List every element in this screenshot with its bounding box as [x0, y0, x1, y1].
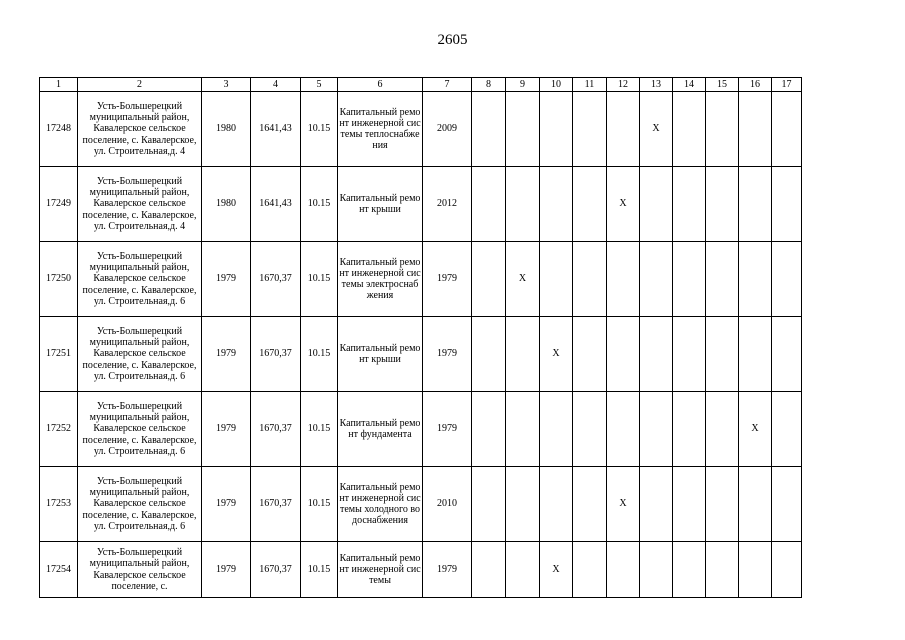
mark-cell	[706, 392, 739, 467]
mark-cell	[573, 242, 607, 317]
repair-year-cell: 1979	[423, 242, 472, 317]
mark-cell	[573, 467, 607, 542]
mark-cell	[706, 542, 739, 598]
code-cell: 10.15	[301, 92, 338, 167]
mark-cell	[640, 542, 673, 598]
mark-cell	[673, 317, 706, 392]
mark-cell	[640, 317, 673, 392]
table-row	[40, 317, 802, 392]
mark-cell	[472, 242, 506, 317]
code-cell: 10.15	[301, 317, 338, 392]
table-row	[40, 167, 802, 242]
mark-cell	[573, 392, 607, 467]
mark-cell: Х	[540, 317, 573, 392]
mark-cell	[673, 167, 706, 242]
header-row	[40, 78, 802, 92]
header-cell: 10	[540, 78, 573, 92]
mark-cell	[506, 467, 540, 542]
mark-cell	[772, 242, 802, 317]
header-cell: 3	[202, 78, 251, 92]
table-row	[40, 92, 802, 167]
mark-cell	[506, 542, 540, 598]
address-cell: Усть-Большерецкий муниципальный район, Кавалерское сельское поселение, с. Кавалерское, ул. Строительная,д. 4	[78, 167, 202, 242]
header-cell: 5	[301, 78, 338, 92]
header-cell: 9	[506, 78, 540, 92]
work-type-cell: Капитальный ремонт инженерной системы	[338, 542, 423, 598]
area-cell: 1670,37	[251, 467, 301, 542]
mark-cell	[673, 242, 706, 317]
work-type-cell: Капитальный ремонт фундамента	[338, 392, 423, 467]
work-type-cell: Капитальный ремонт инженерной системы холодного водоснабжения	[338, 467, 423, 542]
mark-cell	[472, 167, 506, 242]
mark-cell	[573, 167, 607, 242]
object-id: 17253	[40, 467, 78, 542]
mark-cell: Х	[739, 392, 772, 467]
mark-cell	[673, 392, 706, 467]
object-id: 17249	[40, 167, 78, 242]
header-cell: 7	[423, 78, 472, 92]
register-table	[39, 77, 802, 598]
code-cell: 10.15	[301, 242, 338, 317]
repair-year-cell: 1979	[423, 317, 472, 392]
address-cell: Усть-Большерецкий муниципальный район, Кавалерское сельское поселение, с. Кавалерское, ул. Строительная,д. 6	[78, 242, 202, 317]
repair-year-cell: 2009	[423, 92, 472, 167]
header-cell: 12	[607, 78, 640, 92]
mark-cell	[739, 167, 772, 242]
mark-cell: Х	[506, 242, 540, 317]
mark-cell	[772, 167, 802, 242]
mark-cell	[573, 92, 607, 167]
mark-cell	[472, 317, 506, 392]
mark-cell	[573, 317, 607, 392]
object-id: 17250	[40, 242, 78, 317]
address-cell: Усть-Большерецкий муниципальный район, Кавалерское сельское поселение, с. Кавалерское, ул. Строительная,д. 6	[78, 317, 202, 392]
mark-cell	[739, 317, 772, 392]
work-type-cell: Капитальный ремонт крыши	[338, 317, 423, 392]
object-id: 17254	[40, 542, 78, 598]
mark-cell	[739, 242, 772, 317]
object-id: 17248	[40, 92, 78, 167]
mark-cell	[706, 317, 739, 392]
mark-cell	[506, 392, 540, 467]
mark-cell	[540, 392, 573, 467]
code-cell: 10.15	[301, 467, 338, 542]
header-cell: 8	[472, 78, 506, 92]
mark-cell	[640, 167, 673, 242]
mark-cell	[607, 317, 640, 392]
mark-cell	[506, 92, 540, 167]
header-cell: 13	[640, 78, 673, 92]
year-built-cell: 1979	[202, 242, 251, 317]
mark-cell	[772, 317, 802, 392]
repair-year-cell: 1979	[423, 392, 472, 467]
mark-cell	[640, 467, 673, 542]
repair-year-cell: 1979	[423, 542, 472, 598]
header-cell: 6	[338, 78, 423, 92]
table-row	[40, 467, 802, 542]
mark-cell	[706, 467, 739, 542]
mark-cell	[607, 392, 640, 467]
mark-cell: Х	[607, 167, 640, 242]
header-cell: 14	[673, 78, 706, 92]
year-built-cell: 1980	[202, 167, 251, 242]
object-id: 17251	[40, 317, 78, 392]
mark-cell	[772, 92, 802, 167]
year-built-cell: 1979	[202, 392, 251, 467]
mark-cell	[540, 92, 573, 167]
address-cell: Усть-Большерецкий муниципальный район, Кавалерское сельское поселение, с. Кавалерское, ул. Строительная,д. 6	[78, 392, 202, 467]
mark-cell	[472, 467, 506, 542]
header-cell: 4	[251, 78, 301, 92]
table-body	[40, 92, 802, 598]
mark-cell	[472, 542, 506, 598]
mark-cell	[640, 242, 673, 317]
mark-cell	[573, 542, 607, 598]
mark-cell	[607, 542, 640, 598]
mark-cell: Х	[640, 92, 673, 167]
repair-year-cell: 2012	[423, 167, 472, 242]
page-number: 2605	[437, 32, 468, 48]
mark-cell	[506, 317, 540, 392]
mark-cell	[506, 167, 540, 242]
area-cell: 1641,43	[251, 167, 301, 242]
work-type-cell: Капитальный ремонт крыши	[338, 167, 423, 242]
header-cell: 15	[706, 78, 739, 92]
mark-cell	[706, 92, 739, 167]
address-cell: Усть-Большерецкий муниципальный район, Кавалерское сельское поселение, с.	[78, 542, 202, 598]
mark-cell	[640, 392, 673, 467]
year-built-cell: 1979	[202, 317, 251, 392]
code-cell: 10.15	[301, 167, 338, 242]
mark-cell	[673, 92, 706, 167]
year-built-cell: 1979	[202, 467, 251, 542]
header-cell: 1	[40, 78, 78, 92]
address-cell: Усть-Большерецкий муниципальный район, Кавалерское сельское поселение, с. Кавалерское, ул. Строительная,д. 4	[78, 92, 202, 167]
mark-cell	[772, 467, 802, 542]
mark-cell	[607, 242, 640, 317]
header-cell: 16	[739, 78, 772, 92]
table-row	[40, 242, 802, 317]
mark-cell	[706, 242, 739, 317]
mark-cell	[772, 392, 802, 467]
mark-cell	[739, 467, 772, 542]
area-cell: 1670,37	[251, 542, 301, 598]
mark-cell	[706, 167, 739, 242]
table-row	[40, 542, 802, 598]
area-cell: 1641,43	[251, 92, 301, 167]
mark-cell	[472, 92, 506, 167]
mark-cell	[739, 92, 772, 167]
area-cell: 1670,37	[251, 242, 301, 317]
year-built-cell: 1980	[202, 92, 251, 167]
work-type-cell: Капитальный ремонт инженерной системы электроснабжения	[338, 242, 423, 317]
mark-cell	[772, 542, 802, 598]
mark-cell	[607, 92, 640, 167]
repair-year-cell: 2010	[423, 467, 472, 542]
mark-cell	[540, 467, 573, 542]
address-cell: Усть-Большерецкий муниципальный район, Кавалерское сельское поселение, с. Кавалерское, ул. Строительная,д. 6	[78, 467, 202, 542]
mark-cell	[673, 467, 706, 542]
mark-cell	[673, 542, 706, 598]
code-cell: 10.15	[301, 542, 338, 598]
mark-cell	[540, 167, 573, 242]
mark-cell	[739, 542, 772, 598]
header-cell: 2	[78, 78, 202, 92]
header-cell: 11	[573, 78, 607, 92]
area-cell: 1670,37	[251, 392, 301, 467]
mark-cell: Х	[607, 467, 640, 542]
mark-cell	[540, 242, 573, 317]
area-cell: 1670,37	[251, 317, 301, 392]
mark-cell: Х	[540, 542, 573, 598]
mark-cell	[472, 392, 506, 467]
code-cell: 10.15	[301, 392, 338, 467]
work-type-cell: Капитальный ремонт инженерной системы теплоснабжения	[338, 92, 423, 167]
object-id: 17252	[40, 392, 78, 467]
table-row	[40, 392, 802, 467]
year-built-cell: 1979	[202, 542, 251, 598]
header-cell: 17	[772, 78, 802, 92]
